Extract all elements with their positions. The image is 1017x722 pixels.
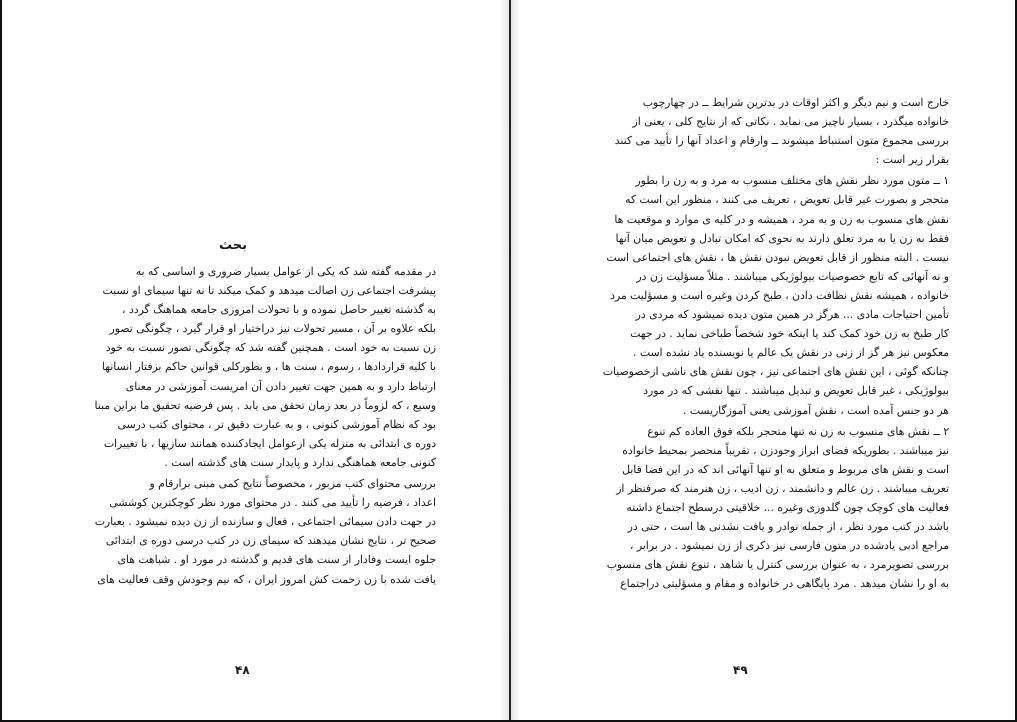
right-page-body: [566, 93, 949, 593]
text-line: فعالیت های کوچک چون گلدوزی وغیره ... خلاقیتی درسطح اجتماع داشته: [626, 500, 949, 514]
text-line: نیز میباشند . بطوریکه فضای ابراز وجودزن ، تقریباً منحصر بمحیط خانواده: [622, 443, 949, 457]
section-heading: بحث: [218, 238, 247, 253]
text-line: نقش های منسوب به زن و به مرد ، همیشه و در کلیه ی موارد و موقعیت ها: [614, 212, 949, 226]
text-line: معکوس نیز هر گز از زنی در نقش یک عالم یا نویسنده یاد نشده است .: [633, 346, 949, 360]
text-line: باشد در کتب مورد نظر ، از جمله نوادر و یافت نشدنی ها است ، حتی در: [627, 520, 949, 534]
text-line: متحجر و بصورت غیر قابل تعویض ، تعریف می کنند ، منظور این است که: [625, 193, 949, 207]
text-line: در مقدمه گفته شد که یکی از عوامل بسیار ضروری و اساسی که به: [135, 265, 436, 278]
text-line: کار طبخ به زن خود کمک کند یا اینکه خود شخصاً طباخی نماید . در جهت: [630, 327, 949, 341]
text-line: چنانکه گوئی ، این نقش های اجتماعی نیز ، چون نقش های ناشی ازخصوصیات: [602, 365, 949, 379]
text-line: پیشرفت اجتماعی زن اصالت میدهد و کمک میکند تا نه تنها سیمای او نسبت: [102, 284, 436, 298]
text-line: اعداد ، فرضیه را تأیید می کنند . در محتوای مورد نظر کوچکترین کوششی: [109, 496, 436, 510]
text-line: تأمین احتیاجات مادی ... هرگز در همین متون دیده نمیشود که مردی در: [635, 308, 949, 322]
left-page-body: [62, 262, 436, 589]
text-line: بررسی مجموع متون استنباط میشوند ــ وارقام و اعداد آنها را تأیید می کنند: [614, 134, 949, 148]
text-line: یافت شده با زن زحمت کش امروز ایران ، که نیم وجودش وقف فعالیت های: [97, 572, 436, 586]
text-line: بود که نظام آموزشی کنونی ، و به عبارت دقیق تر ، محتوای کتب درسی: [117, 417, 436, 431]
text-line: نیست . البته منظور از قابل تعویض نبودن نقش ها ، نقش های اجتماعی است: [606, 250, 949, 264]
text-line: فقط به زن یا به مرد تعلق دارند به نحوی که امکان تبادل و تعویض میان آنها: [615, 231, 949, 245]
text-line: وسیع ، که لزوماً در بعد زمان تحقق می یابد . پس فرضیه تحقیق ما براین مبنا: [94, 398, 436, 412]
text-line: دوره ی ابتدائی به منزله یکی ازعوامل ایجادکننده همانند سازیها ، با تغییرات: [103, 436, 436, 450]
text-line: تعریف میباشند . زن عالم و دانشمند ، زن ادیب ، زن هنرمند که صرفنظر از: [616, 481, 949, 495]
text-line: خانواده ، همیشه نقش نظافت دادن ، طبخ کردن وغیره است و مسؤلیت مرد: [610, 288, 949, 302]
text-line: بقرار زیر است :: [875, 153, 949, 167]
text-line: بیولوژیکی ، غیر قابل تعویض و تبدیل میباشند . تنها نقشی که در مورد: [643, 384, 949, 398]
text-line: خانواده میگذرد ، بسیار ناچیز می نماید . نکاتی که از نتایج کلی ، یعنی از: [632, 115, 949, 129]
text-line: بررسی محتوای کتب مزبور ، مخصوصاً نتایج کمی مبنی برارقام و: [149, 477, 436, 491]
text-line: مراجع ادبی یادشده در متون فارسی نیز ذکری از زن نمیشود . در برابر ،: [629, 539, 949, 553]
text-line: ۲ ــ نقش های منسوب به زن نه تنها متحجر بلکه فوق العاده کم تنوع: [647, 424, 949, 438]
text-line: خارج است و نیم دیگر و اکثر اوقات در بدترین شرایط ــ در چهارچوب: [642, 96, 949, 109]
text-line: زن نسبت به خود است . همچنین گفته شد که چگونگی تصور نسبت به خود: [105, 341, 436, 355]
text-line: با کلیه قراردادها ، رسوم ، سنت ها ، و بطورکلی قوانین حاکم برفتار انسانها: [101, 360, 436, 374]
text-line: به گذشته تغییر حاصل نموده و با تحولات امروزی جامعه هماهنگ گردد ،: [122, 303, 436, 317]
text-line: ارتباط دارد و به همین جهت تغییر دادن آن امریست آموزشی در معنای: [125, 379, 436, 393]
left-page: [0, 0, 508, 722]
text-line: و نه آنهائی که تابع خصوصیات بیولوژیکی میباشند . مثلاً مسؤلیت زن در: [636, 269, 949, 283]
text-line: صحیح تر ، نتایج نشان میدهند که سیمای زن در کتب درسی دوره ی ابتدائی: [105, 534, 436, 548]
text-line: بررسی تصویرمرد ، به عنوان بررسی کنترل یا شاهد ، تنوع نقش های منسوب: [606, 558, 949, 572]
text-line: بلکه علاوه بر آن ، مسیر تحولات نیز دراختیار او قرار گیرد ، چگونگی تصور: [109, 322, 436, 336]
right-page: [511, 0, 1015, 722]
text-line: به او را نشان میدهد . مرد پایگاهی در خانواده و مقام و مسؤلیتی دراجتماع: [620, 577, 949, 591]
text-line: است و نقش های مربوط و متعلق به او تنها آنهائی اند که در این فضا قابل: [622, 462, 949, 476]
text-line: ۱ ــ متون مورد نظر نقش های مختلف منسوب به مرد و به زن را بطور: [635, 174, 949, 188]
text-line: هر دو جنس آمده است ، نقش آموزشی یعنی آموزگاریست .: [682, 403, 949, 417]
text-line: در جهت دادن سیمائی اجتماعی ، فعال و سازنده از زن دیده نمیشود . بعبارت: [94, 515, 436, 529]
text-line: کنونی جامعه هماهنگی ندارد و پایدار سنت های گذشته است .: [164, 455, 436, 469]
page-number-left: ۴۸: [235, 663, 250, 677]
text-line: جلوه ایست وفادار از سنت های قدیم و گذشته در مورد او . شباهت های: [117, 553, 436, 567]
page-number-right: ۴۹: [733, 663, 748, 677]
